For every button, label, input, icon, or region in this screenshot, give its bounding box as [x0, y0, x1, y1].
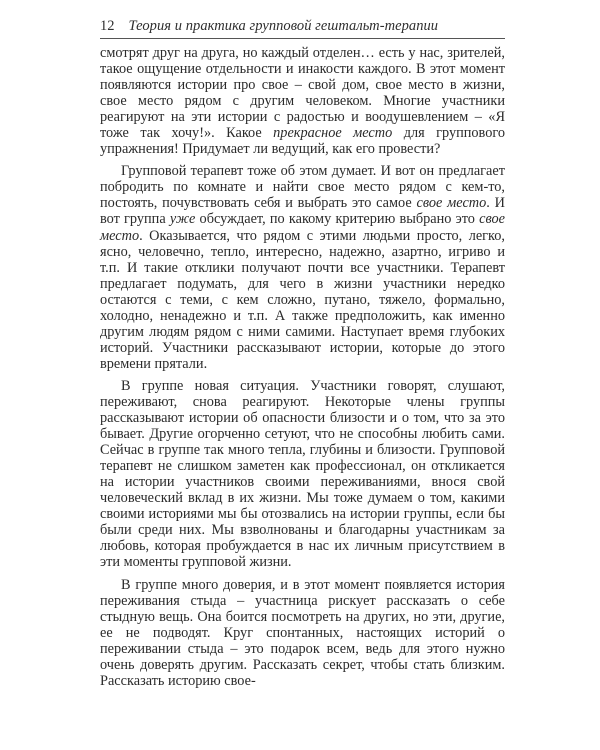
emphasis: прекрасное место	[273, 125, 393, 142]
paragraph-3	[100, 378, 505, 571]
header-rule	[100, 38, 505, 39]
paragraph-4	[100, 577, 505, 689]
running-title: Теория и практика групповой гештальт-терапии	[128, 18, 439, 34]
page-header	[100, 18, 505, 35]
text-run: обсуждает, по какому критерию выбрано это	[195, 211, 480, 228]
text-run: В группе новая ситуация. Участники говорят, слушают, переживают, снова реагируют. Некоторые члены группы рассказывают истории об опасности близости и о том, что за это бывает. Другие огорченно сетуют, что не способны любить сами. Сейчас в группе так много тепла, глубины и близости. Групповой терапевт не слишком заметен как профессионал, он откликается на истории участников своими переживаниями, внося свой человеческий вклад в их жизни. Мы тоже думаем о том, какими своими историями мы бы отозвались на истории группы, если бы были среди них. Мы взволнованы и благодарны участникам за любовь, которая пробуждается в нас их личным присутствием в эти моменты групповой жизни.	[100, 377, 505, 571]
text-run: смотрят друг на друга, но каждый отделен… есть у нас, зрителей, такое ощущение отдельности и инакости каждого. В этот момент появляются истории про свое – свой дом, свое место в жизни, свое место рядом с другим человеком. Многие участники реагируют на эти истории с радостью и воодушевлением – «Я тоже так хочу!». Какое	[100, 45, 505, 142]
text-run: . Оказывается, что рядом с этими людьми просто, легко, ясно, человечно, тепло, интересно, надежно, азартно, игриво и т.п. И такие отклики получают почти все участники. Терапевт предлагает подумать, для чего в жизни участники нередко остаются с теми, с кем сложно, путано, тяжело, формально, холодно, ненадежно и т.п. А также предположить, как именно другим людям рядом с ними самими. Наступает время глубоких историй. Участники рассказывают истории, которые до этого времени прятали.	[100, 227, 505, 372]
text-run: для группового упражнения! Придумает ли ведущий, как его провести?	[100, 125, 506, 158]
emphasis: свое место	[100, 211, 505, 244]
page-number: 12	[100, 18, 115, 34]
text-run: В группе много доверия, и в этот момент появляется история переживания стыда – участница рискует рассказать о себе стыдную вещь. Она боится посмотреть на других, но эти, другие, ее не подводят. Круг спонтанных, настоящих историй о переживании стыда – это подарок всем, ведь для этого нужно очень доверять другим. Рассказать секрет, чтобы стать близким. Рассказать историю свое-	[100, 576, 505, 689]
body-text	[100, 45, 505, 689]
text-run: . И вот группа	[100, 195, 505, 228]
emphasis: уже	[169, 211, 196, 228]
paragraph-1	[100, 45, 505, 157]
paragraph-2	[100, 163, 505, 372]
emphasis: свое место	[416, 195, 487, 212]
text-run: Групповой терапевт тоже об этом думает. И вот он предлагает побродить по комнате и найти свое место рядом с кем-то, постоять, почувствовать себя и выбрать это самое	[100, 163, 505, 212]
